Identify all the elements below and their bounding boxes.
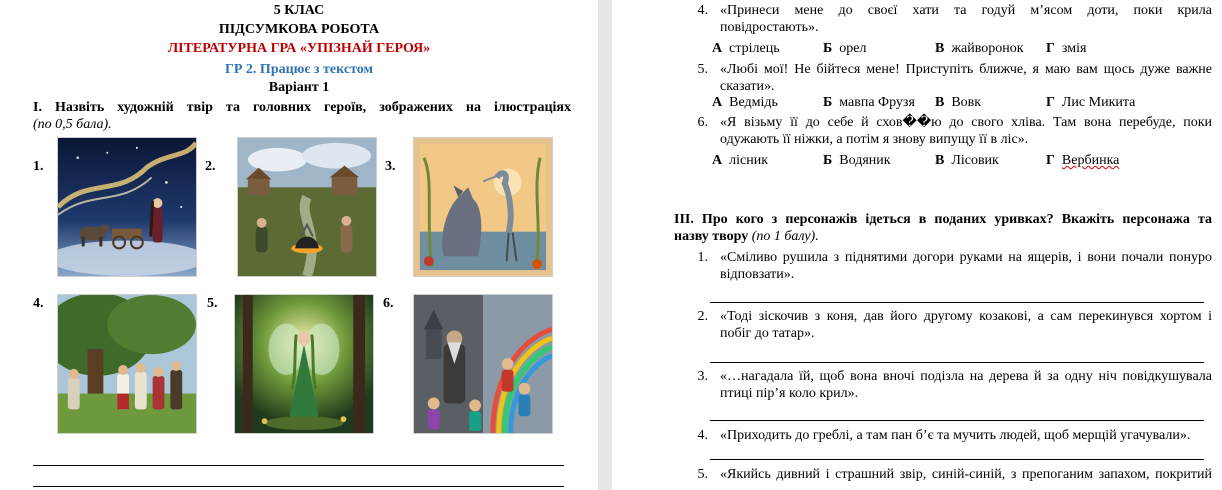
quote-text: «Приходить до греблі, а там пан б’є та мучить людей, щоб мерщій угачували». bbox=[720, 428, 1191, 443]
village-cauldron-fire-illustration bbox=[237, 137, 377, 277]
option-a[interactable]: А Ведмідь bbox=[712, 95, 778, 110]
mc-options-4 bbox=[712, 40, 1212, 57]
page-left bbox=[0, 0, 598, 490]
answer-line[interactable] bbox=[33, 486, 564, 487]
option-g[interactable]: Г Лис Микита bbox=[1046, 95, 1136, 110]
group-heading: ГР 2. Працює з текстом bbox=[224, 62, 374, 77]
question-text: «Любі мої! Не бійтеся мене! Приступіть ближче, я маю вам щось дуже важне сказати». bbox=[720, 62, 1212, 94]
mc-question-4 bbox=[686, 2, 1212, 36]
option-a[interactable]: А лісник bbox=[712, 153, 769, 168]
quote-number: 4. bbox=[697, 428, 708, 443]
option-v[interactable]: В жайворонок bbox=[935, 41, 1024, 56]
task1-heading-text: І. Назвіть художній твір та головних героїв, зображених на ілюстраціях bbox=[33, 100, 571, 115]
option-b[interactable]: Б Водяник bbox=[823, 153, 891, 168]
answer-line[interactable] bbox=[710, 459, 1204, 460]
mc-question-5 bbox=[686, 61, 1212, 95]
task3-heading bbox=[674, 211, 1212, 245]
night-sky-oxen-cart-illustration bbox=[57, 137, 197, 277]
task3-heading-line2: назву твору bbox=[674, 229, 749, 244]
picture-label-4: 4. bbox=[33, 296, 44, 311]
answer-line[interactable] bbox=[710, 362, 1204, 363]
answer-line[interactable] bbox=[33, 465, 564, 466]
quote-item-1 bbox=[686, 249, 1212, 283]
task3-heading-line1: ІІІ. Про кого з персонажів ідеться в поданих уривках? Вкажіть персонажа та bbox=[674, 212, 1212, 227]
quote-number: 5. bbox=[697, 467, 708, 482]
option-b[interactable]: Б орел bbox=[823, 41, 867, 56]
quote-item-4 bbox=[686, 427, 1212, 444]
question-text: «Принеси мене до своєї хати та годуй м’ясом доти, поки крила повідростають». bbox=[720, 3, 1212, 35]
mc-options-5 bbox=[712, 94, 1212, 111]
wolf-and-heron-illustration bbox=[413, 137, 553, 277]
game-title: ЛІТЕРАТУРНА ГРА «УПІЗНАЙ ГЕРОЯ» bbox=[167, 41, 431, 56]
quote-item-3 bbox=[686, 368, 1212, 402]
option-v[interactable]: В Лісовик bbox=[935, 153, 999, 168]
picture-label-3: 3. bbox=[385, 159, 396, 174]
picture-label-1: 1. bbox=[33, 159, 44, 174]
option-a[interactable]: А стрілець bbox=[712, 41, 780, 56]
variant-heading: Варіант 1 bbox=[268, 80, 330, 95]
page-right bbox=[612, 0, 1222, 490]
answer-line[interactable] bbox=[710, 302, 1204, 303]
quote-number: 1. bbox=[697, 250, 708, 265]
question-number: 5. bbox=[697, 62, 708, 77]
task1-heading bbox=[33, 99, 571, 133]
old-man-and-children-rainbow-illustration bbox=[413, 294, 553, 434]
question-number: 4. bbox=[697, 3, 708, 18]
picture-label-5: 5. bbox=[207, 296, 218, 311]
quote-item-2 bbox=[686, 308, 1212, 342]
answer-line[interactable] bbox=[710, 420, 1204, 421]
picture-label-2: 2. bbox=[205, 159, 216, 174]
quote-text: «Якийсь дивний і страшний звір, синій-синій, з препоганим запахом, покритий bbox=[720, 467, 1212, 482]
mc-options-6 bbox=[712, 152, 1212, 169]
picture-label-6: 6. bbox=[383, 296, 394, 311]
option-g[interactable]: Г Вербинка bbox=[1046, 153, 1120, 168]
grade-heading: 5 КЛАС bbox=[273, 3, 325, 18]
quote-item-5 bbox=[686, 466, 1212, 483]
work-title: ПІДСУМКОВА РОБОТА bbox=[218, 22, 380, 37]
quote-text: «Сміливо рушила з піднятими догори руками на ящерів, і вони почали понуро відповзати». bbox=[720, 250, 1212, 282]
quote-number: 3. bbox=[697, 369, 708, 384]
quote-text: «Тоді зіскочив з коня, дав його другому козакові, а сам перекинувся хортом і побіг до татар». bbox=[720, 309, 1212, 341]
mc-question-6 bbox=[686, 114, 1212, 148]
option-v[interactable]: В Вовк bbox=[935, 95, 982, 110]
oak-tree-villagers-illustration bbox=[57, 294, 197, 434]
question-number: 6. bbox=[697, 115, 708, 130]
quote-number: 2. bbox=[697, 309, 708, 324]
quote-text: «…нагадала їй, щоб вона вночі подізла на дерева й за одну ніч повідкушувала птиці пір’я коло крил». bbox=[720, 369, 1212, 401]
task3-note: (по 1 балу). bbox=[751, 229, 819, 244]
task1-note: (по 0,5 бала). bbox=[33, 117, 112, 132]
question-text: «Я візьму її до себе й схов��ю до свого хліва. Там вона перебуде, поки одужають її ніжки, а потім я знову випущу її в ліс». bbox=[720, 115, 1212, 147]
option-b[interactable]: Б мавпа Фрузя bbox=[823, 95, 915, 110]
forest-fairy-illustration bbox=[234, 294, 374, 434]
option-g[interactable]: Г змія bbox=[1046, 41, 1087, 56]
